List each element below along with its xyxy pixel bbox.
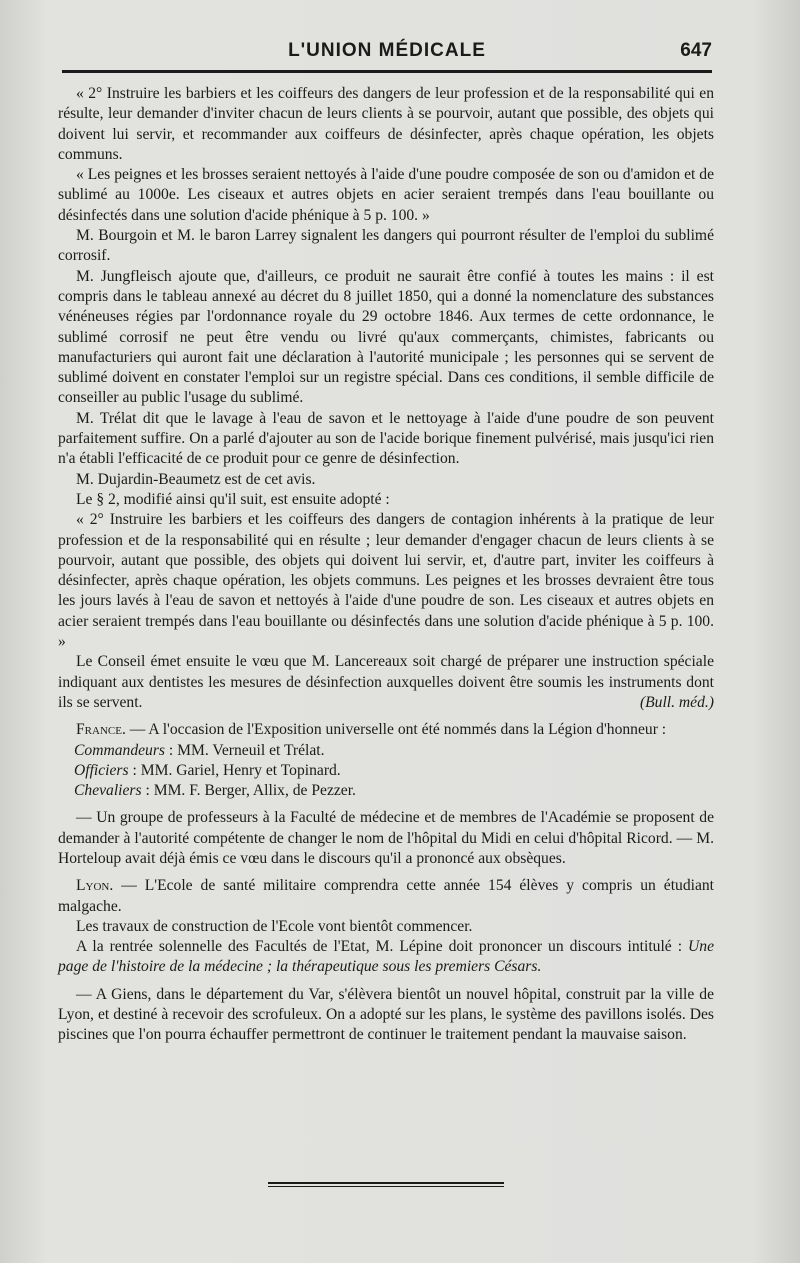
france-text: — A l'occasion de l'Exposition universelle ont été nommés dans la Légion d'honneur : bbox=[129, 721, 667, 739]
chevaliers-line bbox=[58, 781, 714, 801]
chevaliers-label: Chevaliers bbox=[74, 782, 142, 800]
bottom-rule bbox=[268, 1182, 504, 1184]
bottom-rule-thin bbox=[268, 1186, 504, 1187]
paragraph: « 2° Instruire les barbiers et les coiffeurs des dangers de leur profession et de la responsabilité qui en résulte, leur demander d'inviter chacun de leurs clients à se pourvoir, autant que possible, des objets qui doivent lui servir, et recommander aux coiffeurs de désinfecter, après chaque opération, les objets communs. bbox=[58, 85, 714, 163]
paragraph: « Les peignes et les brosses seraient nettoyés à l'aide d'une poudre composée de son ou d'amidon et de sublimé au 1000e. Les ciseaux et autres objets en acier seraient trempés dans l'eau bouillante ou désinfectés dans une solution d'acide phénique à 5 p. 100. » bbox=[58, 166, 714, 224]
ricord-paragraph: — Un groupe de professeurs à la Faculté de médecine et de membres de l'Académie se proposent de demander à l'autorité compétente de changer le nom de l'hôpital du Midi en celui d'hôpital Ricord. — M. Horteloup avait déjà émis ce vœu dans le discours qu'il a prononcé aux obsèques. bbox=[58, 809, 714, 867]
paragraph: M. Bourgoin et M. le baron Larrey signalent les dangers qui pourront résulter de l'emploi du sublimé corrosif. bbox=[58, 227, 714, 265]
citation: (Bull. méd.) bbox=[639, 693, 714, 711]
header-rule bbox=[62, 70, 712, 73]
article-body bbox=[58, 84, 714, 1046]
lyon-label: Lyon. bbox=[76, 877, 114, 895]
paragraph: M. Dujardin-Beaumetz est de cet avis. bbox=[76, 470, 316, 488]
paragraph: « 2° Instruire les barbiers et les coiffeurs des dangers de contagion inhérents à la pratique de leur profession et de la responsabilité qui en résulte ; leur demander d'engager chacun de leurs clients à se pourvoir, autant que possible, des objets qui doivent lui servir, et, d'autre part, inviter les coiffeurs à désinfecter, après chaque opération, les objets communs. Les peignes et les brosses devraient être tous les jours lavés à l'eau de savon et nettoyés à l'aide d'une poudre de son. Les ciseaux et autres objets en acier seraient trempés dans l'eau bouillante ou désinfectés dans une solution d'acide phénique à 5 p. 100. » bbox=[58, 511, 714, 651]
lyon-paragraph bbox=[58, 876, 714, 917]
discours-title: Une page de l'histoire de la médecine ; la thérapeutique sous les premiers Césars. bbox=[58, 938, 714, 976]
conseil-text: Le Conseil émet ensuite le vœu que M. Lancereaux soit chargé de préparer une instruction spéciale indiquant aux dentistes les mesures de désinfection auxquelles doivent être soumis les instruments dont ils se servent. bbox=[58, 653, 714, 711]
commandeurs-label: Commandeurs bbox=[74, 741, 165, 759]
journal-title: L'UNION MÉDICALE bbox=[288, 40, 486, 61]
france-paragraph bbox=[58, 720, 714, 740]
page-number: 647 bbox=[680, 40, 712, 61]
officiers-names: : MM. Gariel, Henry et Topinard. bbox=[132, 761, 341, 779]
officiers-line bbox=[58, 761, 714, 781]
officiers-label: Officiers bbox=[74, 761, 129, 779]
rentree-text: A la rentrée solennelle des Facultés de l'Etat, M. Lépine doit prononcer un discours intitulé : bbox=[76, 938, 683, 956]
paragraph: M. Jungfleisch ajoute que, d'ailleurs, ce produit ne saurait être confié à toutes les mains : il est compris dans le tableau annexé au décret du 8 juillet 1850, qui a donné la nomenclature des substances vénéneuses régies par l'ordonnance royale du 29 octobre 1846. Aux termes de cette ordonnance, le sublimé corrosif ne peut être vendu ou livré qu'aux commerçants, chimistes, fabricants ou manufacturiers qui auront fait une déclaration à l'autorité municipale ; les personnes qui se servent de sublimé doivent en constater l'emploi sur un registre spécial. Dans ces conditions, il semble difficile de conseiller au public l'usage du sublimé. bbox=[58, 267, 714, 407]
commandeurs-names: : MM. Verneuil et Trélat. bbox=[168, 741, 325, 759]
rentree-paragraph bbox=[58, 937, 714, 978]
commandeurs-line bbox=[58, 741, 714, 761]
giens-paragraph: — A Giens, dans le département du Var, s'élèvera bientôt un nouvel hôpital, construit par la ville de Lyon, et destiné à recevoir des scrofuleux. On a adopté sur les plans, le système des pavillons isolés. Des piscines que l'on pourra échauffer permettront de continuer le traitement pendant la mauvaise saison. bbox=[58, 985, 714, 1044]
lyon-text: — L'Ecole de santé militaire comprendra cette année 154 élèves y compris un étudiant malgache. bbox=[58, 877, 714, 915]
chevaliers-names: : MM. F. Berger, Allix, de Pezzer. bbox=[145, 782, 356, 800]
paragraph: Le § 2, modifié ainsi qu'il suit, est ensuite adopté : bbox=[76, 490, 390, 508]
paragraph: M. Trélat dit que le lavage à l'eau de savon et le nettoyage à l'aide d'une poudre de son peuvent parfaitement suffire. On a parlé d'ajouter au son de l'acide borique finement pulvérisé, mais jusqu'ici rien n'a établi l'efficacité de ce produit pour ce genre de désinfection. bbox=[58, 409, 714, 468]
paragraph bbox=[58, 652, 714, 713]
page-header bbox=[62, 34, 712, 68]
france-label: France. bbox=[76, 721, 126, 739]
travaux-paragraph: Les travaux de construction de l'Ecole vont bientôt commencer. bbox=[76, 917, 473, 935]
